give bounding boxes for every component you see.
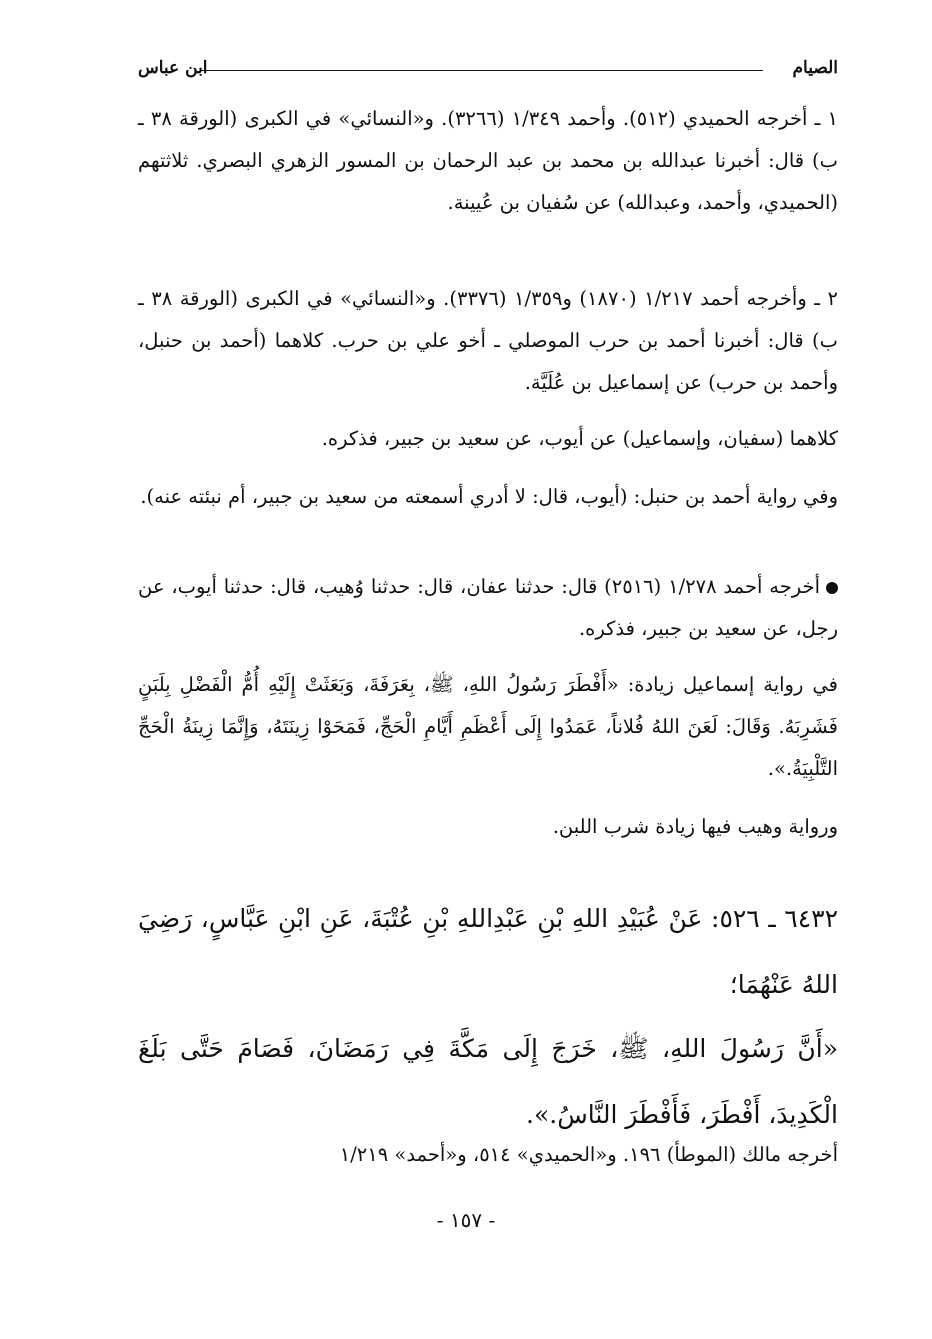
running-header [138,58,838,86]
header-rule [200,70,763,71]
bullet-icon [826,582,838,594]
footnote-1: ١ ـ أخرجه الحميدي (٥١٢). وأحمد ١/٣٤٩ (٣٢٦٦). و«النسائي» في الكبرى (الورقة ٣٨ ـ ب) قال: أخبرنا عبدالله بن محمد بن عبد الرحمان بن المسور الزهري البصري. ثلاثتهم (الحميدي، وأحمد، وعبدالله) عن سُفيان بن عُيينة. [138,107,838,214]
hadith-matn: «أَنَّ رَسُولَ اللهِ، ﷺ، خَرَجَ إِلَى مَكَّةَ فِي رَمَضَانَ، فَصَامَ حَتَّى بَلَغَ الْكَدِيدَ، أَفْطَرَ، فَأَفْطَرَ النَّاسُ.». [138,1034,838,1129]
hadith-isnad: ٦٤٣٢ ـ ٥٢٦: عَنْ عُبَيْدِ اللهِ بْنِ عَبْدِاللهِ بْنِ عُتْبَةَ، عَنِ ابْنِ عَبَّاسٍ، رَضِيَ اللهُ عَنْهُمَا؛ [138,904,839,999]
bullet-takhrij-text: أخرجه أحمد ١/٢٧٨ (٢٥١٦) قال: حدثنا عفان، قال: حدثنا وُهيب، قال: حدثنا أيوب، عن رجل، عن سعيد بن جبير، فذكره. [138,575,838,640]
ismail-addition: في رواية إسماعيل زيادة: «أَفْطَرَ رَسُولُ اللهِ، ﷺ، بِعَرَفَةَ، وَبَعَثَتْ إِلَيْهِ أُمُّ الْفَضْلِ بِلَبَنٍ فَشَرِبَهُ. وَقَالَ: لَعَنَ اللهُ فُلاناً، عَمَدُوا إِلَى أَعْظَمِ أَيَّامِ الْحَجِّ، فَمَحَوْا زِينَتَهُ، وَإِنَّمَا زِينَةُ الْحَجِّ التَّلْبِيَةُ.». [138,673,838,780]
footnote-2: ٢ ـ وأخرجه أحمد ١/٢١٧ (١٨٧٠) و١/٣٥٩ (٣٣٧٦). و«النسائي» في الكبرى (الورقة ٣٨ ـ ب) قال: أخبرنا أحمد بن حرب الموصلي ـ أخو علي بن حرب. كلاهما (أحمد بن حنبل، وأحمد بن حرب) عن إسماعيل بن عُلَيَّة. [138,287,838,394]
hadith-takhrij: أخرجه مالك (الموطأ) ١٩٦. و«الحميدي» ٥١٤، و«أحمد» ١/٢١٩ [339,1143,838,1166]
ahmad-narration-note: وفي رواية أحمد بن حنبل: (أيوب، قال: لا أدري أسمعته من سعيد بن جبير، أم نبئته عنه). [140,485,838,508]
subject-title: ابن عباس [138,58,208,78]
both-narrations-note: كلاهما (سفيان، وإسماعيل) عن أيوب، عن سعيد بن جبير، فذكره. [321,427,838,450]
bullet-takhrij [138,566,838,650]
page-number: - ١٥٧ - [436,1208,496,1232]
chapter-title: الصيام [792,58,838,78]
wuhayb-note: ورواية وهيب فيها زيادة شرب اللبن. [552,815,838,838]
